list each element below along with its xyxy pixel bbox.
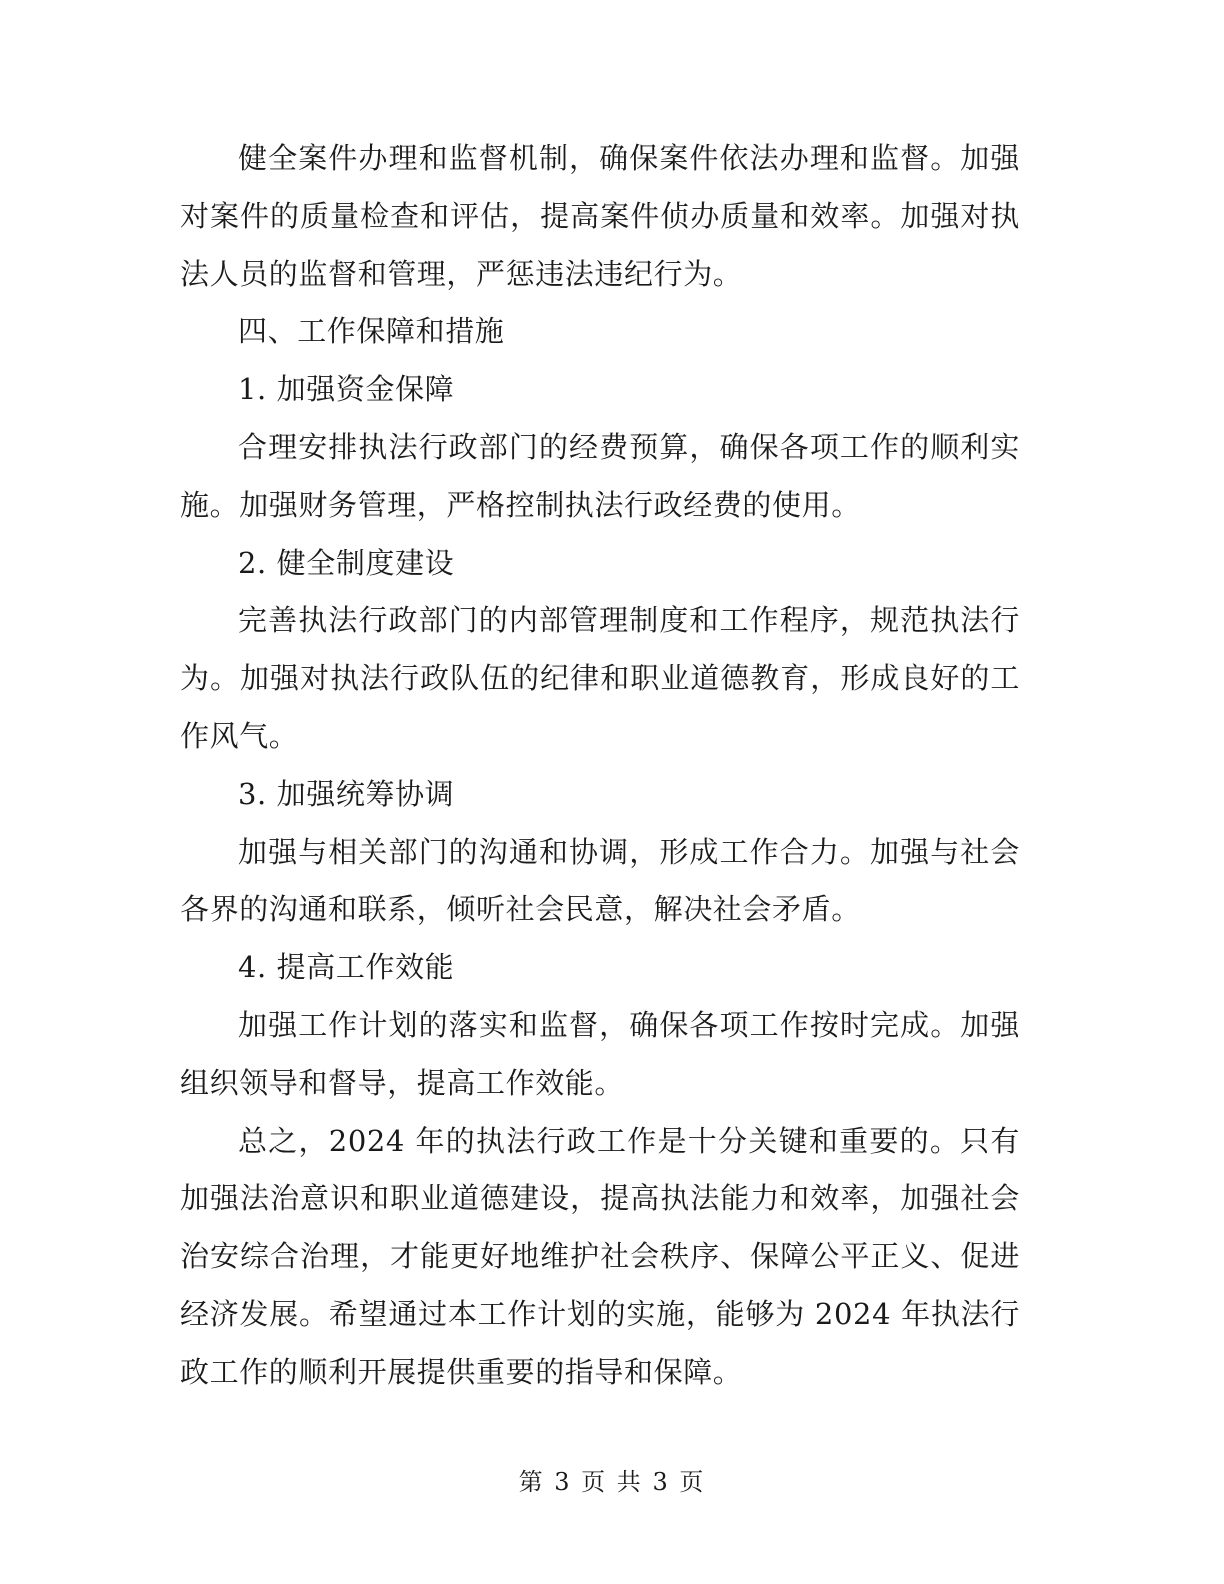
- subheading-institutions: 2. 健全制度建设: [238, 545, 455, 580]
- subheading-efficiency: 4. 提高工作效能: [238, 950, 455, 985]
- paragraph-case-supervision: 健全案件办理和监督机制，确保案件依法办理和监督。加强对案件的质量检查和评估，提高案件侦办质量和效率。加强对执法人员的监督和管理，严惩违法违纪行为。: [180, 141, 1020, 291]
- paragraph-efficiency: 加强工作计划的落实和监督，确保各项工作按时完成。加强组织领导和督导，提高工作效能。: [180, 1007, 1020, 1100]
- paragraph-coordination: 加强与相关部门的沟通和协调，形成工作合力。加强与社会各界的沟通和联系，倾听社会民意，解决社会矛盾。: [180, 834, 1020, 927]
- page-number-footer: 第 3 页 共 3 页: [518, 1468, 706, 1496]
- paragraph-institutions: 完善执法行政部门的内部管理制度和工作程序，规范执法行为。加强对执法行政队伍的纪律和职业道德教育，形成良好的工作风气。: [180, 603, 1020, 753]
- document-body: [180, 130, 1020, 1402]
- subheading-coordination: 3. 加强统筹协调: [238, 776, 455, 811]
- paragraph-conclusion: 总之，2024 年的执法行政工作是十分关键和重要的。只有加强法治意识和职业道德建设，提高执法能力和效率，加强社会治安综合治理，才能更好地维护社会秩序、保障公平正义、促进经济发展。希望通过本工作计划的实施，能够为 2024 年执法行政工作的顺利开展提供重要的指导和保障。: [180, 1123, 1020, 1389]
- subheading-funding: 1. 加强资金保障: [238, 372, 455, 407]
- paragraph-funding: 合理安排执法行政部门的经费预算，确保各项工作的顺利实施。加强财务管理，严格控制执法行政经费的使用。: [180, 429, 1020, 522]
- section-heading-guarantees: 四、工作保障和措施: [238, 314, 505, 349]
